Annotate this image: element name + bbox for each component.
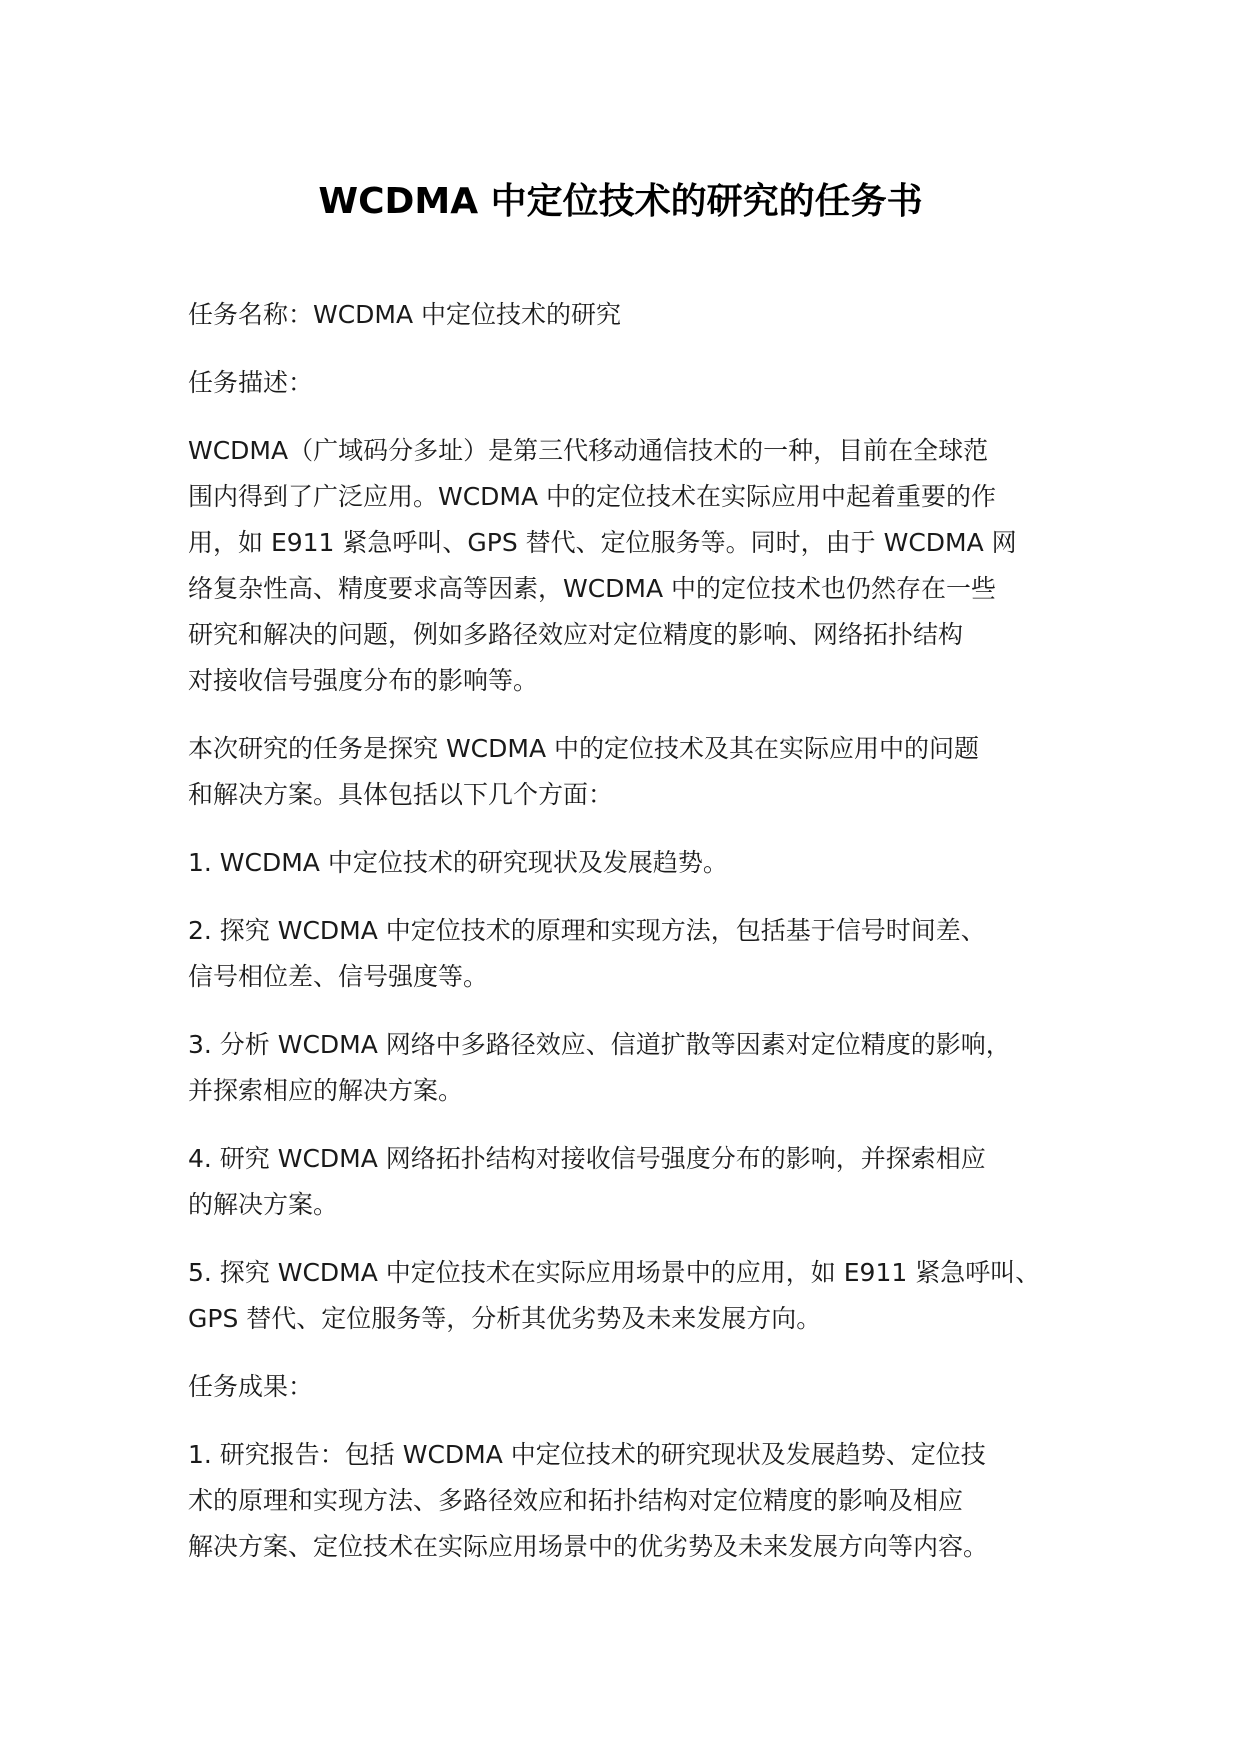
paragraph: [188, 428, 1078, 704]
paragraph-line: 1. 研究报告：包括 WCDMA 中定位技术的研究现状及发展趋势、定位技: [188, 1440, 986, 1469]
paragraph-line: GPS 替代、定位服务等，分析其优劣势及未来发展方向。: [188, 1304, 822, 1333]
paragraph-line: 1. WCDMA 中定位技术的研究现状及发展趋势。: [188, 848, 728, 877]
paragraph-line: 围内得到了广泛应用。WCDMA 中的定位技术在实际应用中起着重要的作: [188, 482, 997, 511]
paragraph-line: 任务名称：WCDMA 中定位技术的研究: [188, 300, 622, 329]
paragraph-line: 的解决方案。: [188, 1190, 339, 1219]
paragraph-line: 信号相位差、信号强度等。: [188, 962, 489, 991]
paragraph-line: 用，如 E911 紧急呼叫、GPS 替代、定位服务等。同时，由于 WCDMA 网: [188, 528, 1017, 557]
paragraph-line: 络复杂性高、精度要求高等因素，WCDMA 中的定位技术也仍然存在一些: [188, 574, 997, 603]
paragraph: [188, 726, 1078, 818]
paragraph-line: 术的原理和实现方法、多路径效应和拓扑结构对定位精度的影响及相应: [188, 1486, 964, 1515]
paragraph-line: 3. 分析 WCDMA 网络中多路径效应、信道扩散等因素对定位精度的影响，: [188, 1030, 1011, 1059]
paragraph: [188, 840, 1078, 886]
paragraph-line: 任务成果：: [188, 1372, 314, 1401]
paragraph: [188, 908, 1078, 1000]
paragraph: [188, 292, 1078, 338]
paragraph-line: 对接收信号强度分布的影响等。: [188, 666, 539, 695]
paragraph: [188, 1250, 1078, 1342]
paragraph: [188, 1136, 1078, 1228]
document-body: [188, 292, 1078, 1592]
paragraph-line: WCDMA（广域码分多址）是第三代移动通信技术的一种，目前在全球范: [188, 436, 989, 465]
paragraph-line: 2. 探究 WCDMA 中定位技术的原理和实现方法，包括基于信号时间差、: [188, 916, 986, 945]
paragraph: [188, 360, 1078, 406]
paragraph: [188, 1022, 1078, 1114]
paragraph-line: 和解决方案。具体包括以下几个方面：: [188, 780, 614, 809]
paragraph: [188, 1364, 1078, 1410]
paragraph-line: 并探索相应的解决方案。: [188, 1076, 464, 1105]
paragraph-line: 4. 研究 WCDMA 网络拓扑结构对接收信号强度分布的影响，并探索相应: [188, 1144, 986, 1173]
paragraph-line: 5. 探究 WCDMA 中定位技术在实际应用场景中的应用，如 E911 紧急呼叫、: [188, 1258, 1041, 1287]
paragraph-line: 解决方案、定位技术在实际应用场景中的优劣势及未来发展方向等内容。: [188, 1532, 989, 1561]
document-title: WCDMA 中定位技术的研究的任务书: [318, 181, 923, 222]
paragraph-line: 本次研究的任务是探究 WCDMA 中的定位技术及其在实际应用中的问题: [188, 734, 979, 763]
paragraph: [188, 1432, 1078, 1570]
paragraph-line: 任务描述：: [188, 368, 314, 397]
paragraph-line: 研究和解决的问题，例如多路径效应对定位精度的影响、网络拓扑结构: [188, 620, 964, 649]
